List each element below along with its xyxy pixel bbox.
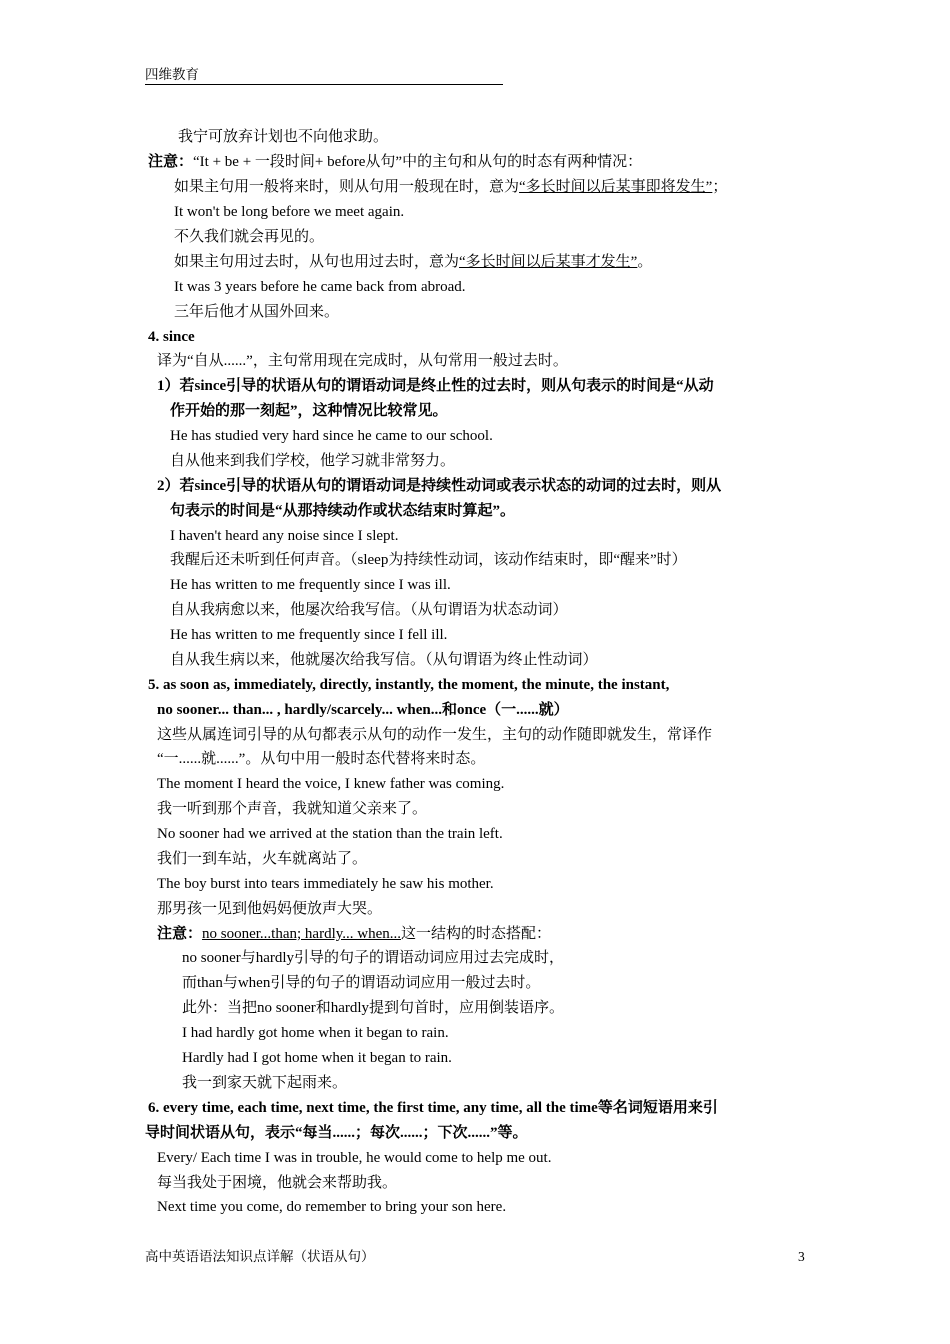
example-sentence: Every/ Each time I was in trouble, he would come to help me out.	[157, 1150, 552, 1166]
example-sentence: He has written to me frequently since I fell ill.	[170, 627, 448, 643]
translation-line: 我一听到那个声音，我就知道父亲来了。	[157, 801, 428, 817]
section-heading: 5. as soon as, immediately, directly, instantly, the moment, the minute, the instant,	[148, 677, 670, 693]
text-span: 。	[637, 254, 653, 270]
section-heading: 导时间状语从句，表示“每当......；每次......；下次......”等。	[145, 1125, 528, 1141]
text-span: 如果主句用过去时，从句也用过去时，意为	[174, 254, 460, 270]
underlined-text: “多长时间以后某事即将发生”	[519, 179, 713, 195]
page-header: 四维教育	[145, 66, 503, 85]
text-span: 如果主句用一般将来时，则从句用一般现在时，意为	[174, 179, 520, 195]
text-line	[174, 177, 727, 197]
translation-line: 我们一到车站，火车就离站了。	[157, 851, 368, 867]
text-line	[174, 252, 652, 272]
footer-title: 高中英语语法知识点详解（状语从句）	[145, 1249, 375, 1264]
section-heading: 4. since	[148, 329, 195, 345]
translation-line: 自从他来到我们学校，他学习就非常努力。	[170, 453, 456, 469]
example-sentence: It was 3 years before he came back from abroad.	[174, 279, 466, 295]
note-line	[148, 152, 642, 172]
example-sentence: I haven't heard any noise since I slept.	[170, 528, 399, 544]
example-sentence: It won't be long before we meet again.	[174, 204, 405, 220]
translation-line: 不久我们就会再见的。	[174, 229, 325, 245]
example-sentence: The moment I heard the voice, I knew father was coming.	[157, 776, 505, 792]
text-line: 译为“自从......”，主句常用现在完成时，从句常用一般过去时。	[157, 353, 568, 369]
text-line: no sooner与hardly引导的句子的谓语动词应用过去完成时，	[182, 950, 565, 966]
underlined-text: no sooner...than; hardly... when...	[202, 926, 402, 942]
translation-line: 自从我生病以来，他就屡次给我写信。（从句谓语为终止性动词）	[170, 652, 598, 668]
example-sentence: I had hardly got home when it began to rain.	[182, 1025, 449, 1041]
example-sentence: He has studied very hard since he came to our school.	[170, 428, 493, 444]
translation-line: 那男孩一见到他妈妈便放声大哭。	[157, 901, 383, 917]
section-heading: 6. every time, each time, next time, the first time, any time, all the time等名词短语用来引	[148, 1100, 718, 1116]
example-sentence: He has written to me frequently since I was ill.	[170, 577, 451, 593]
rule-line: 句表示的时间是“从那持续动作或状态结束时算起”。	[170, 503, 516, 519]
translation-line: 我醒后还未听到任何声音。（sleep为持续性动词，该动作结束时，即“醒来”时）	[170, 552, 687, 568]
text-span: ；	[712, 179, 728, 195]
example-sentence: The boy burst into tears immediately he saw his mother.	[157, 876, 494, 892]
example-sentence: Next time you come, do remember to bring your son here.	[157, 1199, 507, 1215]
text-line: 而than与when引导的句子的谓语动词应用一般过去时。	[182, 975, 541, 991]
translation-line: 自从我病愈以来，他屡次给我写信。（从句谓语为状态动词）	[170, 602, 568, 618]
note-text: “It + be + 一段时间+ before从句”中的主句和从句的时态有两种情况：	[193, 154, 643, 170]
rule-line: 2）若since引导的状语从句的谓语动词是持续性动词或表示状态的动词的过去时，则从	[157, 478, 722, 494]
section-heading: no sooner... than... , hardly/scarcely... when...和once（一......就）	[157, 702, 569, 718]
translation-line: 我一到家天就下起雨来。	[182, 1075, 348, 1091]
translation-line: 三年后他才从国外回来。	[174, 304, 340, 320]
underlined-text: “多长时间以后某事才发生”	[459, 254, 638, 270]
text-span: 这一结构的时态搭配：	[401, 926, 552, 942]
page-number: 3	[798, 1249, 805, 1264]
example-sentence: No sooner had we arrived at the station than the train left.	[157, 826, 503, 842]
example-sentence: Hardly had I got home when it began to rain.	[182, 1050, 452, 1066]
note-line	[157, 924, 551, 944]
note-label: 注意：	[157, 926, 203, 942]
rule-line: 1）若since引导的状语从句的谓语动词是终止性的过去时，则从句表示的时间是“从动	[157, 378, 714, 394]
text-line: 我宁可放弃计划也不向他求助。	[178, 129, 389, 145]
translation-line: 每当我处于困境，他就会来帮助我。	[157, 1175, 398, 1191]
note-label: 注意：	[148, 154, 194, 170]
text-line: 此外：当把no sooner和hardly提到句首时，应用倒装语序。	[182, 1000, 565, 1016]
text-line: 这些从属连词引导的从句都表示从句的动作一发生，主句的动作随即就发生，常译作	[157, 727, 713, 743]
text-line: “一......就......”。从句中用一般时态代替将来时态。	[157, 751, 486, 767]
rule-line: 作开始的那一刻起”，这种情况比较常见。	[170, 403, 448, 419]
